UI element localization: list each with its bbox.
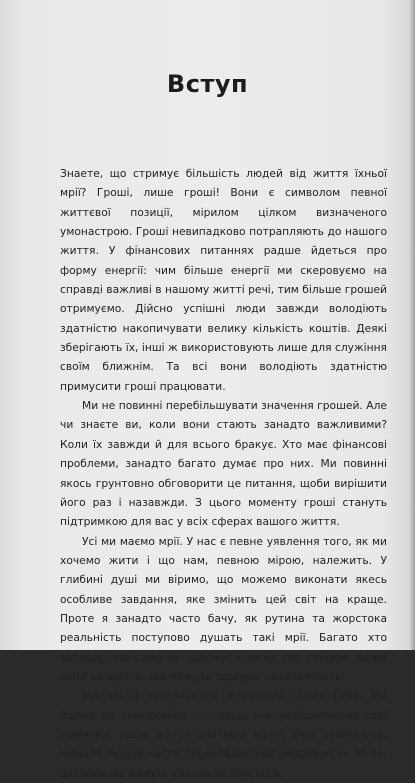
chapter-body	[60, 164, 387, 783]
paragraph-1: Знаете, що стримує більшість людей від життя їхньої мрії? Гроші, лише гроші! Вони є символом певної життєвої позиції, мірилом цілком визначеного умонастрою. Гроші невипадково потрапляють до нашого життя. У фінансових питаннях радше йдеться про форму енергії: чим більше енергії ми скеровуємо на справді важливі в нашому житті речі, тим більше грошей отримуємо. Дійсно успішні люди завжди володіють здатністю накопичувати велику кількість коштів. Деякі зберігають їх, інші ж використовують лише для служіння своїм ближнім. Та всі вони володіють здатністю примусити гроші працювати.	[60, 167, 387, 393]
paragraph-2: Ми не повинні перебільшувати значення грошей. Але чи знаєте ви, коли вони стають занадто важливими? Коли їх завжди й для всього бракує. Хто має фінансові проблеми, занадто багато думає про них. Ми повинні якось грунтовно обговорити це питання, щоби вирішити його раз і назавжди. З цього моменту гроші стануть підтримкою для вас у всіх сферах вашого життя.	[60, 399, 387, 529]
chapter-title: Вступ	[166, 70, 249, 98]
paragraph-4: Ми часто виявляємося жертвами самих себе. Ми йдемо на компроміси — і перш ніж усвідомлюємо свої помилки, наше життя значною мірою вже проминуло. Чимало людей часто перекладає відповідальність за те, що вони не живуть так, як їм хочеться.	[60, 689, 387, 780]
paragraph-3: Усі ми маємо мрії. У нас є певне уявлення того, як ми хочемо жити і що нам, певною мірою, належить. У глибині душі ми віримо, що можемо виконати якесь особливе завдання, яке змінить цей світ на краще. Проте я занадто часто бачу, як рутина та жорстока реальність поступово душать такі мрії. Багато хто забуває, що саме їм належить місце під сонцем, адже вони не вірять, що можуть здобути незалежність.	[60, 534, 387, 683]
